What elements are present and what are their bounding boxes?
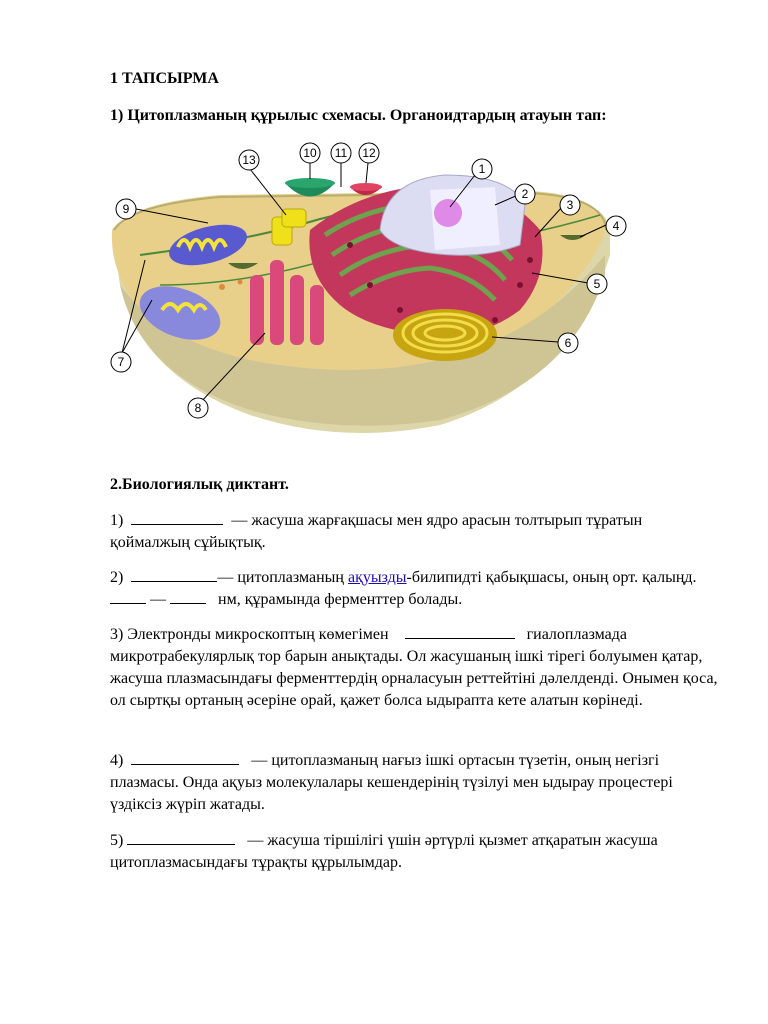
item-text: — жасуша тіршілігі үшін әртүрлі қызмет атқаратын жасуша цитоплазмасындағы тұрақты құрылымдар. <box>110 832 658 871</box>
item-text-b: гиалоплазмада микротрабекулярлық тор барын анықтады. Ол жасушаның ішкі тірегі болуымен қатар, жасуша плазмасындағы ферменттердің орналасуын реттейтіні дәлелденді. Онымен қоса, ол сыртқы ортаның әсеріне орай, қажет болса ыдырапта кете алатын көрінеді. <box>110 626 718 709</box>
task-title: 1 ТАПСЫРМА <box>110 70 219 87</box>
answer-blank-2b[interactable] <box>110 589 146 604</box>
svg-text:5: 5 <box>593 277 601 291</box>
label-3 <box>560 195 580 215</box>
answer-blank-2[interactable] <box>131 567 217 582</box>
protein-link[interactable]: ақуызды <box>347 569 407 586</box>
label-12 <box>359 143 379 163</box>
task1-heading: 1) Цитоплазманың құрылыс схемасы. Органоидтардың атауын тап: <box>110 107 607 124</box>
dictation-item-5 <box>110 830 720 874</box>
label-6 <box>558 333 578 353</box>
svg-text:13: 13 <box>242 153 256 167</box>
svg-text:7: 7 <box>117 355 125 369</box>
svg-text:3: 3 <box>566 198 574 212</box>
label-4 <box>606 216 626 236</box>
label-2 <box>515 184 535 204</box>
item-text-a: — цитоплазманың <box>217 569 348 586</box>
task2-heading: 2.Биологиялық диктант. <box>110 476 289 493</box>
label-7 <box>111 352 131 372</box>
item-text-a: Электронды микроскоптың көмегімен <box>127 626 389 643</box>
item-text-c: нм, құрамында ферменттер болады. <box>218 591 463 608</box>
svg-text:11: 11 <box>334 146 348 160</box>
label-13 <box>239 150 259 170</box>
label-9 <box>116 199 136 219</box>
item-number: 1) <box>110 512 124 529</box>
svg-text:10: 10 <box>303 146 317 160</box>
diagram-labels <box>0 0 768 460</box>
svg-text:12: 12 <box>362 146 376 160</box>
answer-blank-1[interactable] <box>131 510 223 525</box>
label-11 <box>331 143 351 163</box>
item-number: 5) <box>110 832 124 849</box>
svg-text:6: 6 <box>564 336 572 350</box>
dictation-item-1 <box>110 510 720 554</box>
item-number: 4) <box>110 752 124 769</box>
answer-blank-3[interactable] <box>405 624 515 639</box>
svg-text:8: 8 <box>194 401 202 415</box>
item-number: 3) <box>110 626 124 643</box>
label-8 <box>188 398 208 418</box>
answer-blank-5[interactable] <box>127 830 235 845</box>
item-number: 2) <box>110 569 124 586</box>
answer-blank-2c[interactable] <box>170 589 206 604</box>
item-text: — цитоплазманың нағыз ішкі ортасын түзетін, оның негізгі плазмасы. Онда ақуыз молекулалары кешендерінің түзілуі мен ыдырау процестері үздіксіз жүріп жатады. <box>110 752 673 813</box>
item-text-b: -билипидті қабықшасы, оның орт. қалыңд. <box>406 569 697 586</box>
svg-text:9: 9 <box>122 202 130 216</box>
svg-text:2: 2 <box>521 187 529 201</box>
label-1 <box>472 159 492 179</box>
dictation-item-2 <box>110 567 720 611</box>
item-dash: — <box>150 591 166 608</box>
dictation-item-3 <box>110 624 720 712</box>
answer-blank-4[interactable] <box>131 750 239 765</box>
svg-text:4: 4 <box>612 219 620 233</box>
label-5 <box>587 274 607 294</box>
dictation-item-4 <box>110 750 720 816</box>
svg-text:1: 1 <box>478 162 486 176</box>
item-text: — жасуша жарғақшасы мен ядро арасын толтырып тұратын қоймалжың сұйықтық. <box>110 512 643 551</box>
label-10 <box>300 143 320 163</box>
